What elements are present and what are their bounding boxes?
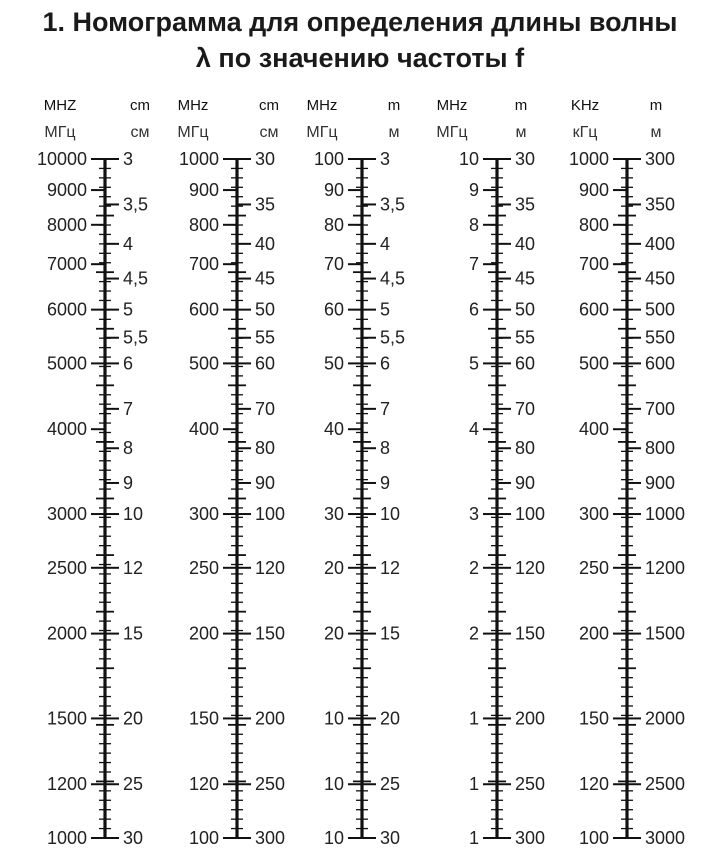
frequency-label: 1	[468, 774, 479, 795]
frequency-label: 5000	[46, 353, 87, 374]
frequency-label: 150	[578, 708, 609, 729]
frequency-label: 300	[578, 504, 609, 525]
wavelength-label: 50	[255, 299, 276, 320]
frequency-label: 3	[468, 504, 479, 525]
wavelength-label: 5,5	[123, 327, 149, 348]
wavelength-label: 350	[645, 194, 676, 215]
wavelength-label: 4,5	[380, 268, 406, 289]
frequency-label: 120	[578, 774, 609, 795]
frequency-label: 7000	[46, 254, 87, 275]
right-unit-en: m	[514, 97, 528, 114]
frequency-label: 700	[578, 254, 609, 275]
frequency-label: 250	[578, 557, 609, 578]
scale-e	[569, 97, 685, 848]
wavelength-label: 30	[255, 149, 276, 169]
left-unit-ru: кГц	[572, 124, 598, 141]
wavelength-label: 35	[255, 194, 276, 215]
wavelength-label: 450	[645, 268, 676, 289]
wavelength-label: 10	[380, 504, 401, 525]
frequency-label: 300	[188, 504, 219, 525]
wavelength-label: 70	[255, 398, 276, 419]
wavelength-label: 6	[123, 353, 134, 374]
wavelength-label: 20	[123, 708, 144, 729]
right-unit-en: cm	[130, 97, 150, 114]
frequency-label: 1200	[46, 774, 87, 795]
scale-c	[306, 97, 405, 848]
wavelength-label: 70	[515, 398, 536, 419]
left-unit-ru: МГц	[44, 124, 76, 141]
frequency-label: 900	[188, 180, 219, 201]
frequency-label: 8000	[46, 214, 87, 235]
frequency-label: 120	[188, 774, 219, 795]
frequency-label: 90	[323, 180, 344, 201]
wavelength-label: 250	[255, 774, 286, 795]
wavelength-label: 300	[645, 149, 676, 169]
frequency-label: 60	[323, 299, 344, 320]
wavelength-label: 2000	[645, 708, 686, 729]
wavelength-label: 30	[515, 149, 536, 169]
frequency-label: 10	[323, 774, 344, 795]
frequency-label: 9000	[46, 180, 87, 201]
frequency-label: 100	[313, 149, 344, 169]
title-line-1: 1. Номограмма для определения длины волны	[42, 7, 678, 37]
wavelength-label: 9	[380, 472, 391, 493]
right-unit-ru: м	[515, 124, 527, 141]
wavelength-label: 8	[123, 438, 134, 459]
frequency-label: 100	[188, 828, 219, 848]
wavelength-label: 30	[123, 828, 144, 848]
frequency-label: 9	[468, 180, 479, 201]
wavelength-label: 120	[515, 557, 546, 578]
left-unit-en: MHz	[306, 97, 338, 114]
title-line-2: λ по значению частоты f	[195, 43, 525, 73]
left-unit-ru: МГц	[177, 124, 209, 141]
frequency-label: 200	[188, 623, 219, 644]
frequency-label: 10	[458, 149, 479, 169]
frequency-label: 30	[323, 504, 344, 525]
wavelength-label: 35	[515, 194, 536, 215]
scale-b	[177, 97, 285, 848]
frequency-label: 600	[578, 299, 609, 320]
wavelength-label: 120	[255, 557, 286, 578]
scale-a	[37, 97, 150, 848]
wavelength-label: 500	[645, 299, 676, 320]
frequency-label: 100	[578, 828, 609, 848]
left-unit-ru: МГц	[436, 124, 468, 141]
wavelength-label: 25	[380, 774, 401, 795]
frequency-label: 1000	[178, 149, 219, 169]
wavelength-label: 30	[380, 828, 401, 848]
scale-d	[436, 97, 545, 848]
wavelength-label: 20	[380, 708, 401, 729]
wavelength-label: 6	[380, 353, 391, 374]
frequency-label: 1	[468, 708, 479, 729]
wavelength-label: 550	[645, 327, 676, 348]
wavelength-label: 60	[255, 353, 276, 374]
right-unit-en: m	[387, 97, 401, 114]
frequency-label: 7	[468, 254, 479, 275]
frequency-label: 1000	[568, 149, 609, 169]
frequency-label: 600	[188, 299, 219, 320]
wavelength-label: 600	[645, 353, 676, 374]
wavelength-label: 25	[123, 774, 144, 795]
wavelength-label: 5	[380, 299, 391, 320]
wavelength-label: 10	[123, 504, 144, 525]
wavelength-label: 3,5	[123, 194, 149, 215]
right-unit-ru: м	[650, 124, 662, 141]
frequency-label: 2000	[46, 623, 87, 644]
left-unit-en: MHz	[436, 97, 468, 114]
wavelength-label: 5,5	[380, 327, 406, 348]
wavelength-label: 150	[515, 623, 546, 644]
frequency-label: 1500	[46, 708, 87, 729]
wavelength-label: 3000	[645, 828, 686, 848]
frequency-label: 4	[468, 419, 479, 440]
frequency-label: 3000	[46, 504, 87, 525]
wavelength-label: 1500	[645, 623, 686, 644]
frequency-label: 1000	[46, 828, 87, 848]
left-unit-en: MHz	[177, 97, 209, 114]
wavelength-label: 4,5	[123, 268, 149, 289]
right-unit-en: cm	[259, 97, 279, 114]
wavelength-label: 45	[255, 268, 276, 289]
wavelength-label: 100	[515, 504, 546, 525]
frequency-label: 10	[323, 708, 344, 729]
wavelength-label: 15	[380, 623, 401, 644]
frequency-label: 500	[188, 353, 219, 374]
wavelength-label: 4	[123, 233, 134, 254]
wavelength-label: 300	[515, 828, 546, 848]
wavelength-label: 55	[515, 327, 536, 348]
frequency-label: 20	[323, 557, 344, 578]
wavelength-label: 4	[380, 233, 391, 254]
wavelength-label: 1200	[645, 557, 686, 578]
frequency-label: 6	[468, 299, 479, 320]
wavelength-label: 250	[515, 774, 546, 795]
right-unit-en: m	[649, 97, 663, 114]
wavelength-label: 40	[515, 233, 536, 254]
right-unit-ru: м	[388, 124, 400, 141]
wavelength-label: 80	[515, 438, 536, 459]
frequency-label: 400	[578, 419, 609, 440]
wavelength-label: 400	[645, 233, 676, 254]
wavelength-label: 800	[645, 438, 676, 459]
frequency-label: 40	[323, 419, 344, 440]
frequency-label: 2500	[46, 557, 87, 578]
frequency-label: 4000	[46, 419, 87, 440]
wavelength-label: 3	[123, 149, 134, 169]
frequency-label: 800	[578, 214, 609, 235]
wavelength-label: 300	[255, 828, 286, 848]
wavelength-label: 7	[380, 398, 391, 419]
frequency-label: 8	[468, 214, 479, 235]
wavelength-label: 900	[645, 472, 676, 493]
wavelength-label: 7	[123, 398, 134, 419]
wavelength-label: 80	[255, 438, 276, 459]
frequency-label: 5	[468, 353, 479, 374]
wavelength-label: 1000	[645, 504, 686, 525]
wavelength-label: 2500	[645, 774, 686, 795]
wavelength-label: 700	[645, 398, 676, 419]
wavelength-label: 12	[123, 557, 144, 578]
wavelength-label: 200	[515, 708, 546, 729]
wavelength-label: 12	[380, 557, 401, 578]
frequency-label: 150	[188, 708, 219, 729]
frequency-label: 10000	[36, 149, 87, 169]
wavelength-label: 15	[123, 623, 144, 644]
left-unit-en: KHz	[570, 97, 600, 114]
right-unit-ru: см	[130, 124, 150, 141]
frequency-label: 200	[578, 623, 609, 644]
frequency-label: 6000	[46, 299, 87, 320]
wavelength-label: 40	[255, 233, 276, 254]
frequency-label: 500	[578, 353, 609, 374]
wavelength-label: 90	[515, 472, 536, 493]
frequency-label: 70	[323, 254, 344, 275]
frequency-label: 400	[188, 419, 219, 440]
wavelength-label: 3,5	[380, 194, 406, 215]
frequency-label: 80	[323, 214, 344, 235]
frequency-label: 1	[468, 828, 479, 848]
wavelength-label: 55	[255, 327, 276, 348]
left-unit-en: MHZ	[43, 97, 77, 114]
frequency-label: 250	[188, 557, 219, 578]
frequency-label: 20	[323, 623, 344, 644]
frequency-label: 2	[468, 623, 479, 644]
frequency-label: 10	[323, 828, 344, 848]
wavelength-label: 60	[515, 353, 536, 374]
wavelength-label: 150	[255, 623, 286, 644]
wavelength-label: 50	[515, 299, 536, 320]
frequency-label: 800	[188, 214, 219, 235]
frequency-label: 2	[468, 557, 479, 578]
wavelength-label: 100	[255, 504, 286, 525]
wavelength-label: 5	[123, 299, 134, 320]
wavelength-label: 8	[380, 438, 391, 459]
wavelength-label: 45	[515, 268, 536, 289]
frequency-label: 700	[188, 254, 219, 275]
left-unit-ru: МГц	[306, 124, 338, 141]
wavelength-label: 200	[255, 708, 286, 729]
frequency-label: 900	[578, 180, 609, 201]
wavelength-label: 90	[255, 472, 276, 493]
wavelength-label: 3	[380, 149, 391, 169]
frequency-label: 50	[323, 353, 344, 374]
right-unit-ru: см	[259, 124, 279, 141]
wavelength-label: 9	[123, 472, 134, 493]
